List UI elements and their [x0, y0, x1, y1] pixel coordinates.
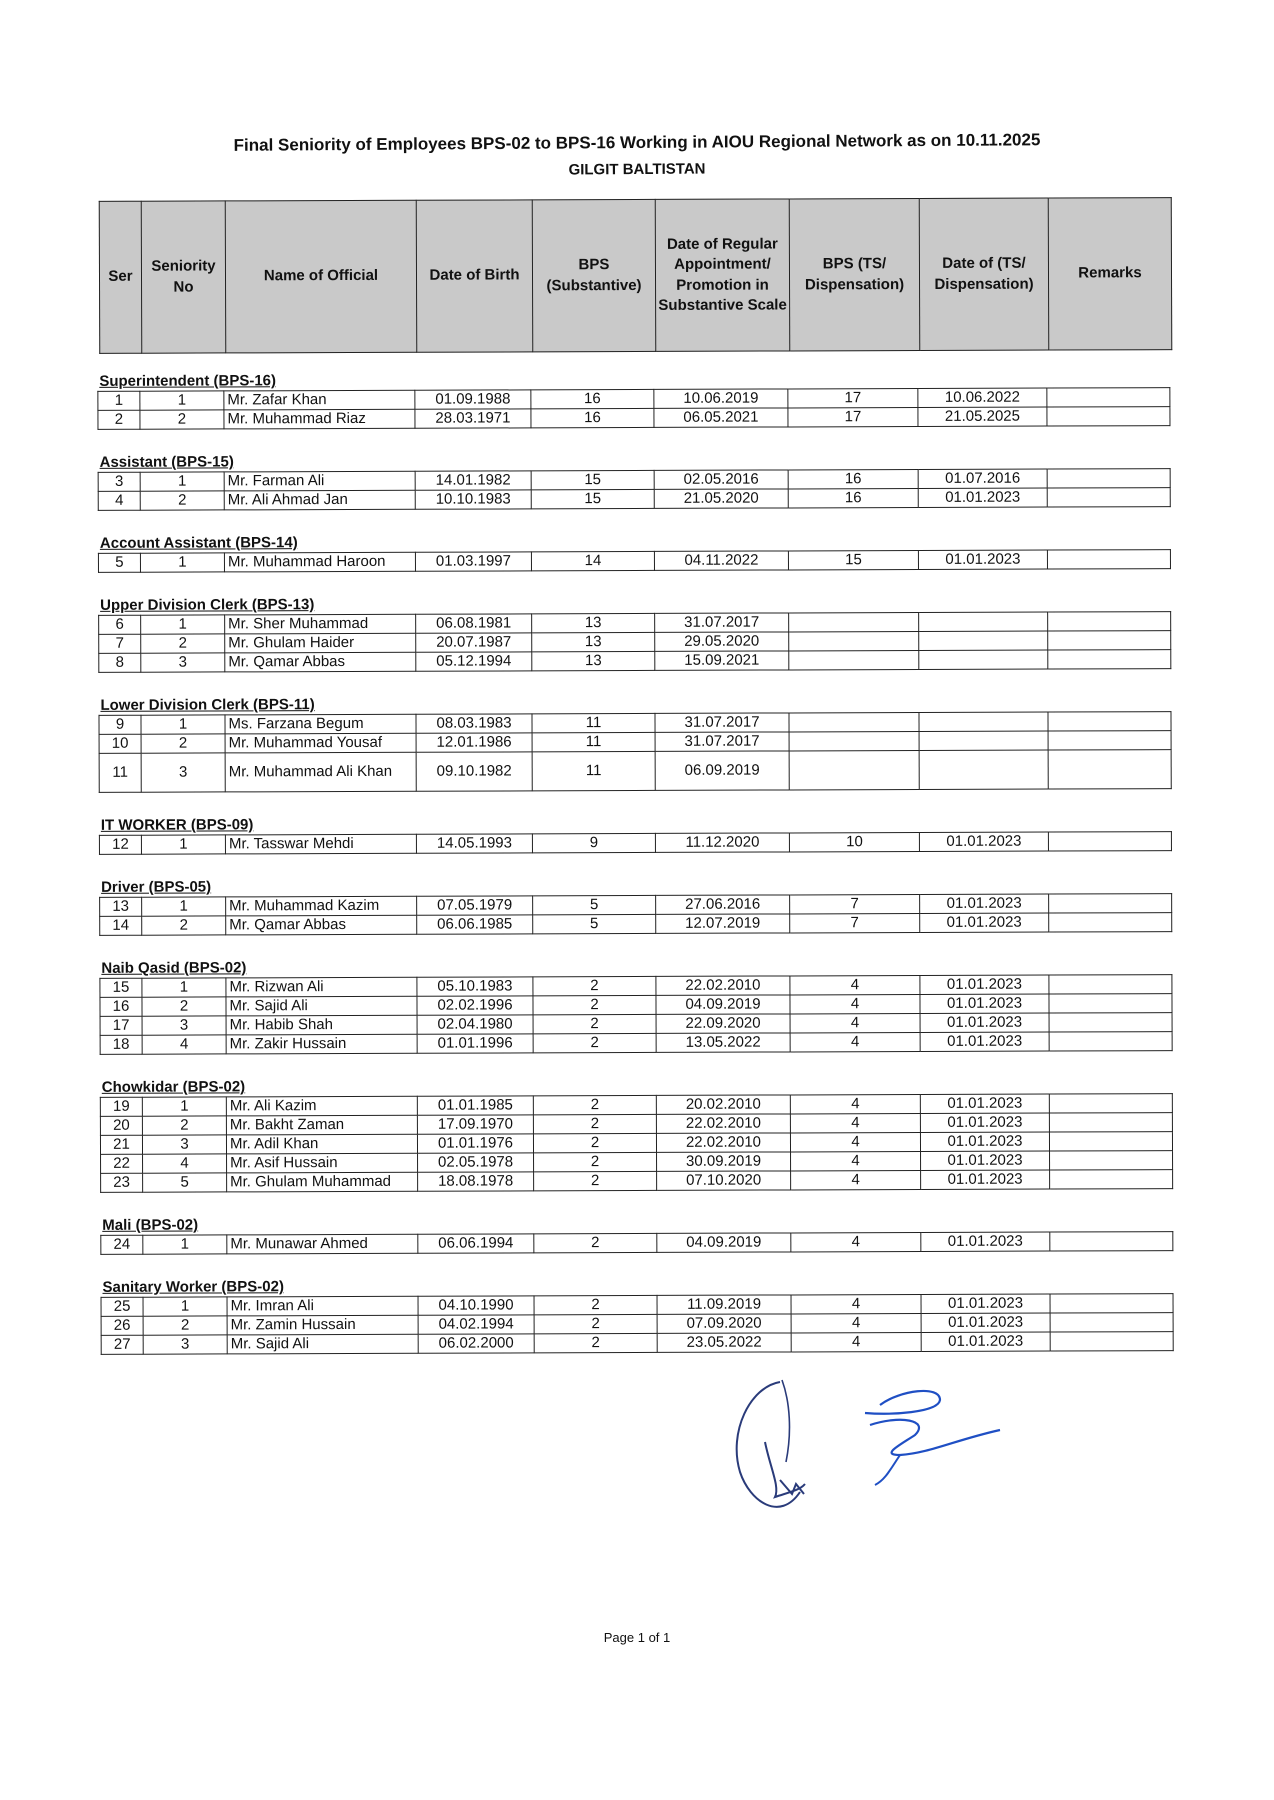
cell-bps: 2	[533, 976, 656, 995]
cell-bps: 2	[533, 1033, 656, 1052]
cell-remarks	[1050, 1151, 1173, 1170]
cell-ser: 9	[99, 715, 141, 734]
cell-seniority-no: 1	[140, 391, 224, 410]
cell-bps-ts: 4	[790, 1114, 920, 1133]
cell-appointment-date: 04.11.2022	[654, 551, 788, 570]
cell-date-of-birth: 06.06.1994	[418, 1234, 534, 1253]
cell-bps: 5	[533, 895, 656, 914]
cell-bps-ts: 4	[790, 1095, 920, 1114]
cell-name: Mr. Farman Ali	[224, 471, 415, 491]
section-title: Naib Qasid (BPS-02)	[101, 959, 247, 977]
cell-bps: 16	[531, 408, 654, 427]
cell-ser: 22	[101, 1154, 143, 1173]
cell-ser: 11	[99, 753, 141, 792]
cell-seniority-no: 2	[141, 634, 225, 653]
cell-date-of-birth: 06.08.1981	[416, 614, 532, 633]
cell-ts-date: 01.01.2023	[920, 894, 1049, 913]
cell-date-of-birth: 14.05.1993	[416, 834, 532, 853]
cell-date-of-birth: 05.12.1994	[416, 652, 532, 671]
cell-seniority-no: 1	[143, 1235, 227, 1254]
signature-2	[860, 1385, 1010, 1495]
cell-date-of-birth: 17.09.1970	[417, 1115, 533, 1134]
section-title: Account Assistant (BPS-14)	[99, 534, 298, 552]
cell-remarks	[1049, 994, 1172, 1013]
cell-bps-ts: 4	[791, 1152, 921, 1171]
document-subtitle: GILGIT BALTISTAN	[568, 160, 706, 179]
cell-ts-date: 01.01.2023	[921, 1170, 1050, 1189]
cell-bps: 14	[531, 551, 654, 570]
cell-remarks	[1049, 1013, 1172, 1032]
cell-bps: 11	[532, 751, 655, 790]
cell-date-of-birth: 02.05.1978	[418, 1153, 534, 1172]
cell-remarks	[1049, 975, 1172, 994]
cell-name: Mr. Sajid Ali	[227, 1334, 418, 1354]
cell-appointment-date: 22.02.2010	[656, 1133, 790, 1152]
cell-remarks	[1048, 731, 1171, 750]
cell-remarks	[1048, 612, 1171, 631]
cell-remarks	[1047, 550, 1170, 569]
cell-date-of-birth: 06.02.2000	[418, 1334, 534, 1353]
cell-name: Mr. Bakht Zaman	[226, 1115, 417, 1135]
cell-date-of-birth: 01.09.1988	[415, 390, 531, 409]
cell-ts-date: 01.01.2023	[920, 1094, 1049, 1113]
cell-bps-ts: 4	[791, 1171, 921, 1190]
cell-ts-date: 01.01.2023	[920, 1013, 1049, 1032]
cell-ts-date: 21.05.2025	[918, 407, 1047, 426]
cell-appointment-date: 06.09.2019	[655, 751, 789, 790]
section	[100, 1074, 1172, 1193]
cell-bps-ts	[789, 732, 919, 751]
cell-ser: 16	[100, 997, 142, 1016]
cell-seniority-no: 1	[141, 615, 225, 634]
cell-appointment-date: 23.05.2022	[657, 1333, 791, 1352]
section-title: Sanitary Worker (BPS-02)	[102, 1278, 284, 1296]
cell-ts-date	[919, 731, 1048, 750]
cell-bps: 2	[534, 1233, 657, 1252]
cell-ser: 27	[101, 1335, 143, 1354]
cell-ts-date: 01.01.2023	[920, 975, 1049, 994]
cell-bps: 13	[532, 632, 655, 651]
column-header-date-of-appointment: Date of Regular Appointment/ Promotion in Substantive Scale	[655, 199, 790, 351]
cell-bps-ts: 4	[791, 1295, 921, 1314]
section	[98, 692, 1170, 793]
table-header	[99, 197, 1173, 354]
cell-appointment-date: 22.02.2010	[656, 976, 790, 995]
section-title: Upper Division Clerk (BPS-13)	[100, 596, 315, 614]
cell-name: Mr. Munawar Ahmed	[227, 1234, 418, 1254]
cell-bps-ts: 16	[788, 470, 918, 489]
cell-remarks	[1047, 407, 1170, 426]
cell-seniority-no: 1	[142, 1097, 226, 1116]
cell-bps: 2	[534, 1314, 657, 1333]
cell-name: Mr. Muhammad Haroon	[224, 552, 415, 572]
cell-ts-date: 01.01.2023	[918, 550, 1047, 569]
column-header-date-ts: Date of (TS/ Dispensation)	[919, 198, 1049, 350]
column-header-bps-substantive: BPS (Substantive)	[532, 199, 656, 351]
cell-date-of-birth: 01.01.1976	[417, 1134, 533, 1153]
cell-appointment-date: 30.09.2019	[657, 1152, 791, 1171]
cell-bps-ts: 17	[788, 389, 918, 408]
cell-ts-date	[919, 650, 1048, 669]
cell-ts-date: 01.01.2023	[919, 832, 1048, 851]
cell-ser: 21	[100, 1135, 142, 1154]
cell-date-of-birth: 01.03.1997	[415, 552, 531, 571]
cell-bps-ts: 4	[791, 1333, 921, 1352]
cell-ser: 24	[101, 1235, 143, 1254]
section-title: Superintendent (BPS-16)	[99, 372, 277, 390]
cell-name: Mr. Sher Muhammad	[225, 614, 416, 634]
cell-seniority-no: 3	[141, 753, 225, 792]
section-table	[99, 893, 1172, 936]
cell-seniority-no: 1	[141, 835, 225, 854]
cell-remarks	[1049, 894, 1172, 913]
cell-bps-ts: 16	[788, 489, 918, 508]
section	[100, 1212, 1172, 1255]
cell-seniority-no: 1	[142, 897, 226, 916]
cell-name: Mr. Asif Hussain	[227, 1153, 418, 1173]
document-title: Final Seniority of Employees BPS-02 to BPS-16 Working in AIOU Regional Network as on 10.11.2025	[233, 130, 1041, 155]
cell-appointment-date: 02.05.2016	[654, 470, 788, 489]
cell-remarks	[1047, 469, 1170, 488]
cell-name: Mr. Ghulam Muhammad	[227, 1172, 418, 1192]
cell-ser: 8	[99, 653, 141, 672]
cell-appointment-date: 04.09.2019	[657, 1233, 791, 1252]
cell-remarks	[1048, 650, 1171, 669]
cell-date-of-birth: 02.04.1980	[417, 1015, 533, 1034]
cell-remarks	[1048, 712, 1171, 731]
cell-ts-date: 01.01.2023	[921, 1332, 1050, 1351]
cell-remarks	[1047, 488, 1170, 507]
cell-appointment-date: 10.06.2019	[654, 389, 788, 408]
cell-appointment-date: 11.12.2020	[655, 833, 789, 852]
cell-ser: 15	[100, 978, 142, 997]
cell-date-of-birth: 01.01.1996	[417, 1034, 533, 1053]
section-title: Chowkidar (BPS-02)	[101, 1078, 246, 1096]
cell-seniority-no: 1	[141, 715, 225, 734]
cell-date-of-birth: 04.02.1994	[418, 1315, 534, 1334]
section	[100, 1274, 1172, 1355]
cell-bps: 11	[532, 713, 655, 732]
section-title: Driver (BPS-05)	[101, 878, 212, 896]
cell-appointment-date: 12.07.2019	[656, 914, 790, 933]
cell-bps: 2	[533, 1133, 656, 1152]
section-table	[98, 711, 1171, 793]
section	[99, 955, 1171, 1055]
cell-seniority-no: 3	[142, 1135, 226, 1154]
cell-date-of-birth: 05.10.1983	[417, 977, 533, 996]
cell-name: Mr. Muhammad Kazim	[226, 896, 417, 916]
cell-name: Mr. Zafar Khan	[224, 390, 415, 410]
section-title: Mali (BPS-02)	[102, 1216, 199, 1234]
cell-remarks	[1050, 1294, 1173, 1313]
cell-ts-date: 01.01.2023	[920, 1113, 1049, 1132]
column-header-bps-ts: BPS (TS/ Dispensation)	[789, 199, 920, 351]
cell-appointment-date: 07.10.2020	[657, 1171, 791, 1190]
cell-bps: 2	[533, 1014, 656, 1033]
section	[98, 530, 1170, 573]
cell-seniority-no: 2	[140, 410, 224, 429]
column-header-remarks: Remarks	[1048, 198, 1172, 350]
cell-ts-date	[919, 631, 1048, 650]
column-header-ser: Ser	[99, 201, 142, 353]
cell-seniority-no: 2	[140, 491, 224, 510]
cell-ts-date: 10.06.2022	[918, 388, 1047, 407]
section	[97, 368, 1169, 430]
cell-name: Mr. Muhammad Riaz	[224, 409, 415, 429]
cell-bps-ts	[789, 651, 919, 670]
cell-remarks	[1050, 1332, 1173, 1351]
cell-date-of-birth: 04.10.1990	[418, 1296, 534, 1315]
cell-seniority-no: 4	[143, 1154, 227, 1173]
cell-name: Mr. Qamar Abbas	[225, 652, 416, 672]
cell-name: Mr. Ali Kazim	[226, 1096, 417, 1116]
cell-ts-date: 01.01.2023	[920, 913, 1049, 932]
cell-seniority-no: 1	[142, 978, 226, 997]
cell-appointment-date: 20.02.2010	[656, 1095, 790, 1114]
cell-seniority-no: 1	[140, 472, 224, 491]
cell-name: Ms. Farzana Begum	[225, 714, 416, 734]
cell-ser: 20	[100, 1116, 142, 1135]
cell-bps-ts: 4	[790, 1133, 920, 1152]
cell-name: Mr. Rizwan Ali	[226, 977, 417, 997]
cell-bps-ts	[789, 632, 919, 651]
cell-seniority-no: 1	[143, 1297, 227, 1316]
section	[98, 592, 1170, 673]
cell-seniority-no: 3	[142, 1016, 226, 1035]
cell-bps: 5	[533, 914, 656, 933]
seniority-sections	[97, 368, 1172, 1355]
page-number: Page 1 of 1	[603, 1630, 671, 1645]
cell-ser: 25	[101, 1297, 143, 1316]
cell-bps: 2	[534, 1333, 657, 1352]
cell-ser: 23	[101, 1173, 143, 1192]
cell-seniority-no: 2	[142, 997, 226, 1016]
column-header-date-of-birth: Date of Birth	[416, 200, 533, 352]
section-table	[101, 1293, 1174, 1355]
cell-appointment-date: 31.07.2017	[655, 713, 789, 732]
cell-remarks	[1048, 631, 1171, 650]
cell-appointment-date: 13.05.2022	[656, 1033, 790, 1052]
cell-ser: 5	[98, 553, 140, 572]
cell-date-of-birth: 20.07.1987	[416, 633, 532, 652]
cell-bps: 2	[534, 1171, 657, 1190]
cell-bps: 9	[532, 833, 655, 852]
table-row	[101, 1332, 1173, 1355]
cell-appointment-date: 29.05.2020	[655, 632, 789, 651]
cell-seniority-no: 3	[143, 1335, 227, 1354]
cell-seniority-no: 2	[142, 1116, 226, 1135]
section-table	[100, 1093, 1173, 1193]
cell-date-of-birth: 28.03.1971	[415, 409, 531, 428]
cell-ser: 19	[100, 1097, 142, 1116]
cell-remarks	[1050, 1170, 1173, 1189]
cell-appointment-date: 04.09.2019	[656, 995, 790, 1014]
cell-bps: 15	[531, 489, 654, 508]
cell-ser: 6	[99, 615, 141, 634]
cell-date-of-birth: 06.06.1985	[417, 915, 533, 934]
cell-date-of-birth: 02.02.1996	[417, 996, 533, 1015]
cell-ts-date	[919, 612, 1048, 631]
cell-bps-ts: 4	[790, 1033, 920, 1052]
cell-ser: 26	[101, 1316, 143, 1335]
cell-bps: 16	[531, 389, 654, 408]
cell-appointment-date: 31.07.2017	[655, 732, 789, 751]
cell-ser: 3	[98, 472, 140, 491]
cell-bps: 2	[534, 1152, 657, 1171]
cell-date-of-birth: 09.10.1982	[416, 752, 532, 791]
cell-name: Mr. Adil Khan	[226, 1134, 417, 1154]
section	[99, 812, 1171, 855]
cell-seniority-no: 2	[142, 916, 226, 935]
cell-date-of-birth: 10.10.1983	[415, 490, 531, 509]
cell-appointment-date: 22.09.2020	[656, 1014, 790, 1033]
section-title: IT WORKER (BPS-09)	[100, 816, 254, 834]
section-title: Lower Division Clerk (BPS-11)	[100, 696, 315, 714]
cell-bps: 2	[533, 995, 656, 1014]
cell-ts-date: 01.01.2023	[918, 488, 1047, 507]
cell-remarks	[1049, 1094, 1172, 1113]
cell-name: Mr. Habib Shah	[226, 1015, 417, 1035]
cell-ts-date: 01.07.2016	[918, 469, 1047, 488]
cell-ts-date: 01.01.2023	[921, 1151, 1050, 1170]
cell-ser: 7	[99, 634, 141, 653]
section	[99, 874, 1171, 936]
cell-name: Mr. Zamin Hussain	[227, 1315, 418, 1335]
cell-ts-date	[919, 712, 1048, 731]
cell-appointment-date: 21.05.2020	[654, 489, 788, 508]
section-table	[98, 611, 1171, 673]
cell-name: Mr. Qamar Abbas	[226, 915, 417, 935]
cell-name: Mr. Ghulam Haider	[225, 633, 416, 653]
section-table	[99, 974, 1172, 1055]
cell-bps-ts: 4	[790, 995, 920, 1014]
cell-date-of-birth: 01.01.1985	[417, 1096, 533, 1115]
cell-date-of-birth: 12.01.1986	[416, 733, 532, 752]
cell-ts-date: 01.01.2023	[921, 1294, 1050, 1313]
cell-name: Mr. Zakir Hussain	[226, 1034, 417, 1054]
cell-date-of-birth: 18.08.1978	[418, 1172, 534, 1191]
cell-remarks	[1049, 1032, 1172, 1051]
cell-ser: 12	[99, 835, 141, 854]
cell-ser: 2	[98, 410, 140, 429]
cell-remarks	[1050, 1313, 1173, 1332]
cell-seniority-no: 2	[141, 734, 225, 753]
cell-date-of-birth: 08.03.1983	[416, 714, 532, 733]
cell-bps: 11	[532, 732, 655, 751]
section-table	[98, 468, 1171, 511]
cell-name: Mr. Muhammad Ali Khan	[225, 752, 416, 792]
cell-ser: 14	[100, 916, 142, 935]
cell-ts-date: 01.01.2023	[920, 1132, 1049, 1151]
cell-appointment-date: 11.09.2019	[657, 1295, 791, 1314]
cell-seniority-no: 1	[140, 553, 224, 572]
cell-date-of-birth: 07.05.1979	[417, 896, 533, 915]
cell-remarks	[1050, 1232, 1173, 1251]
section-title: Assistant (BPS-15)	[99, 453, 234, 471]
signature-1	[720, 1372, 830, 1522]
cell-bps-ts: 4	[791, 1233, 921, 1252]
cell-ser: 17	[100, 1016, 142, 1035]
cell-bps-ts: 7	[790, 895, 920, 914]
cell-bps: 2	[533, 1114, 656, 1133]
cell-bps: 13	[532, 651, 655, 670]
cell-ser: 4	[98, 491, 140, 510]
cell-appointment-date: 07.09.2020	[657, 1314, 791, 1333]
section-table	[97, 387, 1170, 430]
cell-ser: 1	[98, 391, 140, 410]
cell-remarks	[1049, 913, 1172, 932]
cell-name: Mr. Muhammad Yousaf	[225, 733, 416, 753]
cell-appointment-date: 15.09.2021	[655, 651, 789, 670]
cell-appointment-date: 27.06.2016	[656, 895, 790, 914]
cell-name: Mr. Tasswar Mehdi	[225, 834, 416, 854]
cell-date-of-birth: 14.01.1982	[415, 471, 531, 490]
cell-seniority-no: 5	[143, 1173, 227, 1192]
cell-ts-date	[919, 750, 1048, 789]
cell-bps-ts: 7	[790, 914, 920, 933]
column-header-name: Name of Official	[225, 200, 417, 353]
cell-bps-ts: 4	[790, 1014, 920, 1033]
cell-ser: 10	[99, 734, 141, 753]
cell-remarks	[1049, 1113, 1172, 1132]
section	[98, 449, 1170, 511]
cell-name: Mr. Ali Ahmad Jan	[224, 490, 415, 510]
cell-ts-date: 01.01.2023	[921, 1313, 1050, 1332]
cell-seniority-no: 2	[143, 1316, 227, 1335]
cell-bps-ts: 15	[788, 551, 918, 570]
cell-ser: 13	[100, 897, 142, 916]
cell-remarks	[1048, 750, 1171, 789]
cell-ts-date: 01.01.2023	[920, 1032, 1049, 1051]
cell-bps-ts: 4	[790, 976, 920, 995]
cell-bps: 2	[534, 1295, 657, 1314]
column-header-seniority-no: Seniority No	[141, 201, 226, 353]
cell-bps: 13	[532, 613, 655, 632]
table-row	[99, 750, 1171, 793]
cell-appointment-date: 22.02.2010	[656, 1114, 790, 1133]
cell-bps: 2	[533, 1095, 656, 1114]
cell-bps-ts: 4	[791, 1314, 921, 1333]
cell-remarks	[1049, 1132, 1172, 1151]
cell-appointment-date: 31.07.2017	[655, 613, 789, 632]
cell-bps-ts	[789, 751, 919, 790]
cell-name: Mr. Sajid Ali	[226, 996, 417, 1016]
cell-seniority-no: 4	[142, 1035, 226, 1054]
cell-appointment-date: 06.05.2021	[654, 408, 788, 427]
cell-bps-ts: 10	[789, 833, 919, 852]
cell-bps: 15	[531, 470, 654, 489]
cell-bps-ts	[789, 713, 919, 732]
cell-ts-date: 01.01.2023	[921, 1232, 1050, 1251]
cell-ser: 18	[100, 1035, 142, 1054]
cell-ts-date: 01.01.2023	[920, 994, 1049, 1013]
cell-seniority-no: 3	[141, 653, 225, 672]
cell-remarks	[1047, 388, 1170, 407]
cell-remarks	[1048, 832, 1171, 851]
cell-name: Mr. Imran Ali	[227, 1296, 418, 1316]
cell-bps-ts: 17	[788, 408, 918, 427]
cell-bps-ts	[789, 613, 919, 632]
